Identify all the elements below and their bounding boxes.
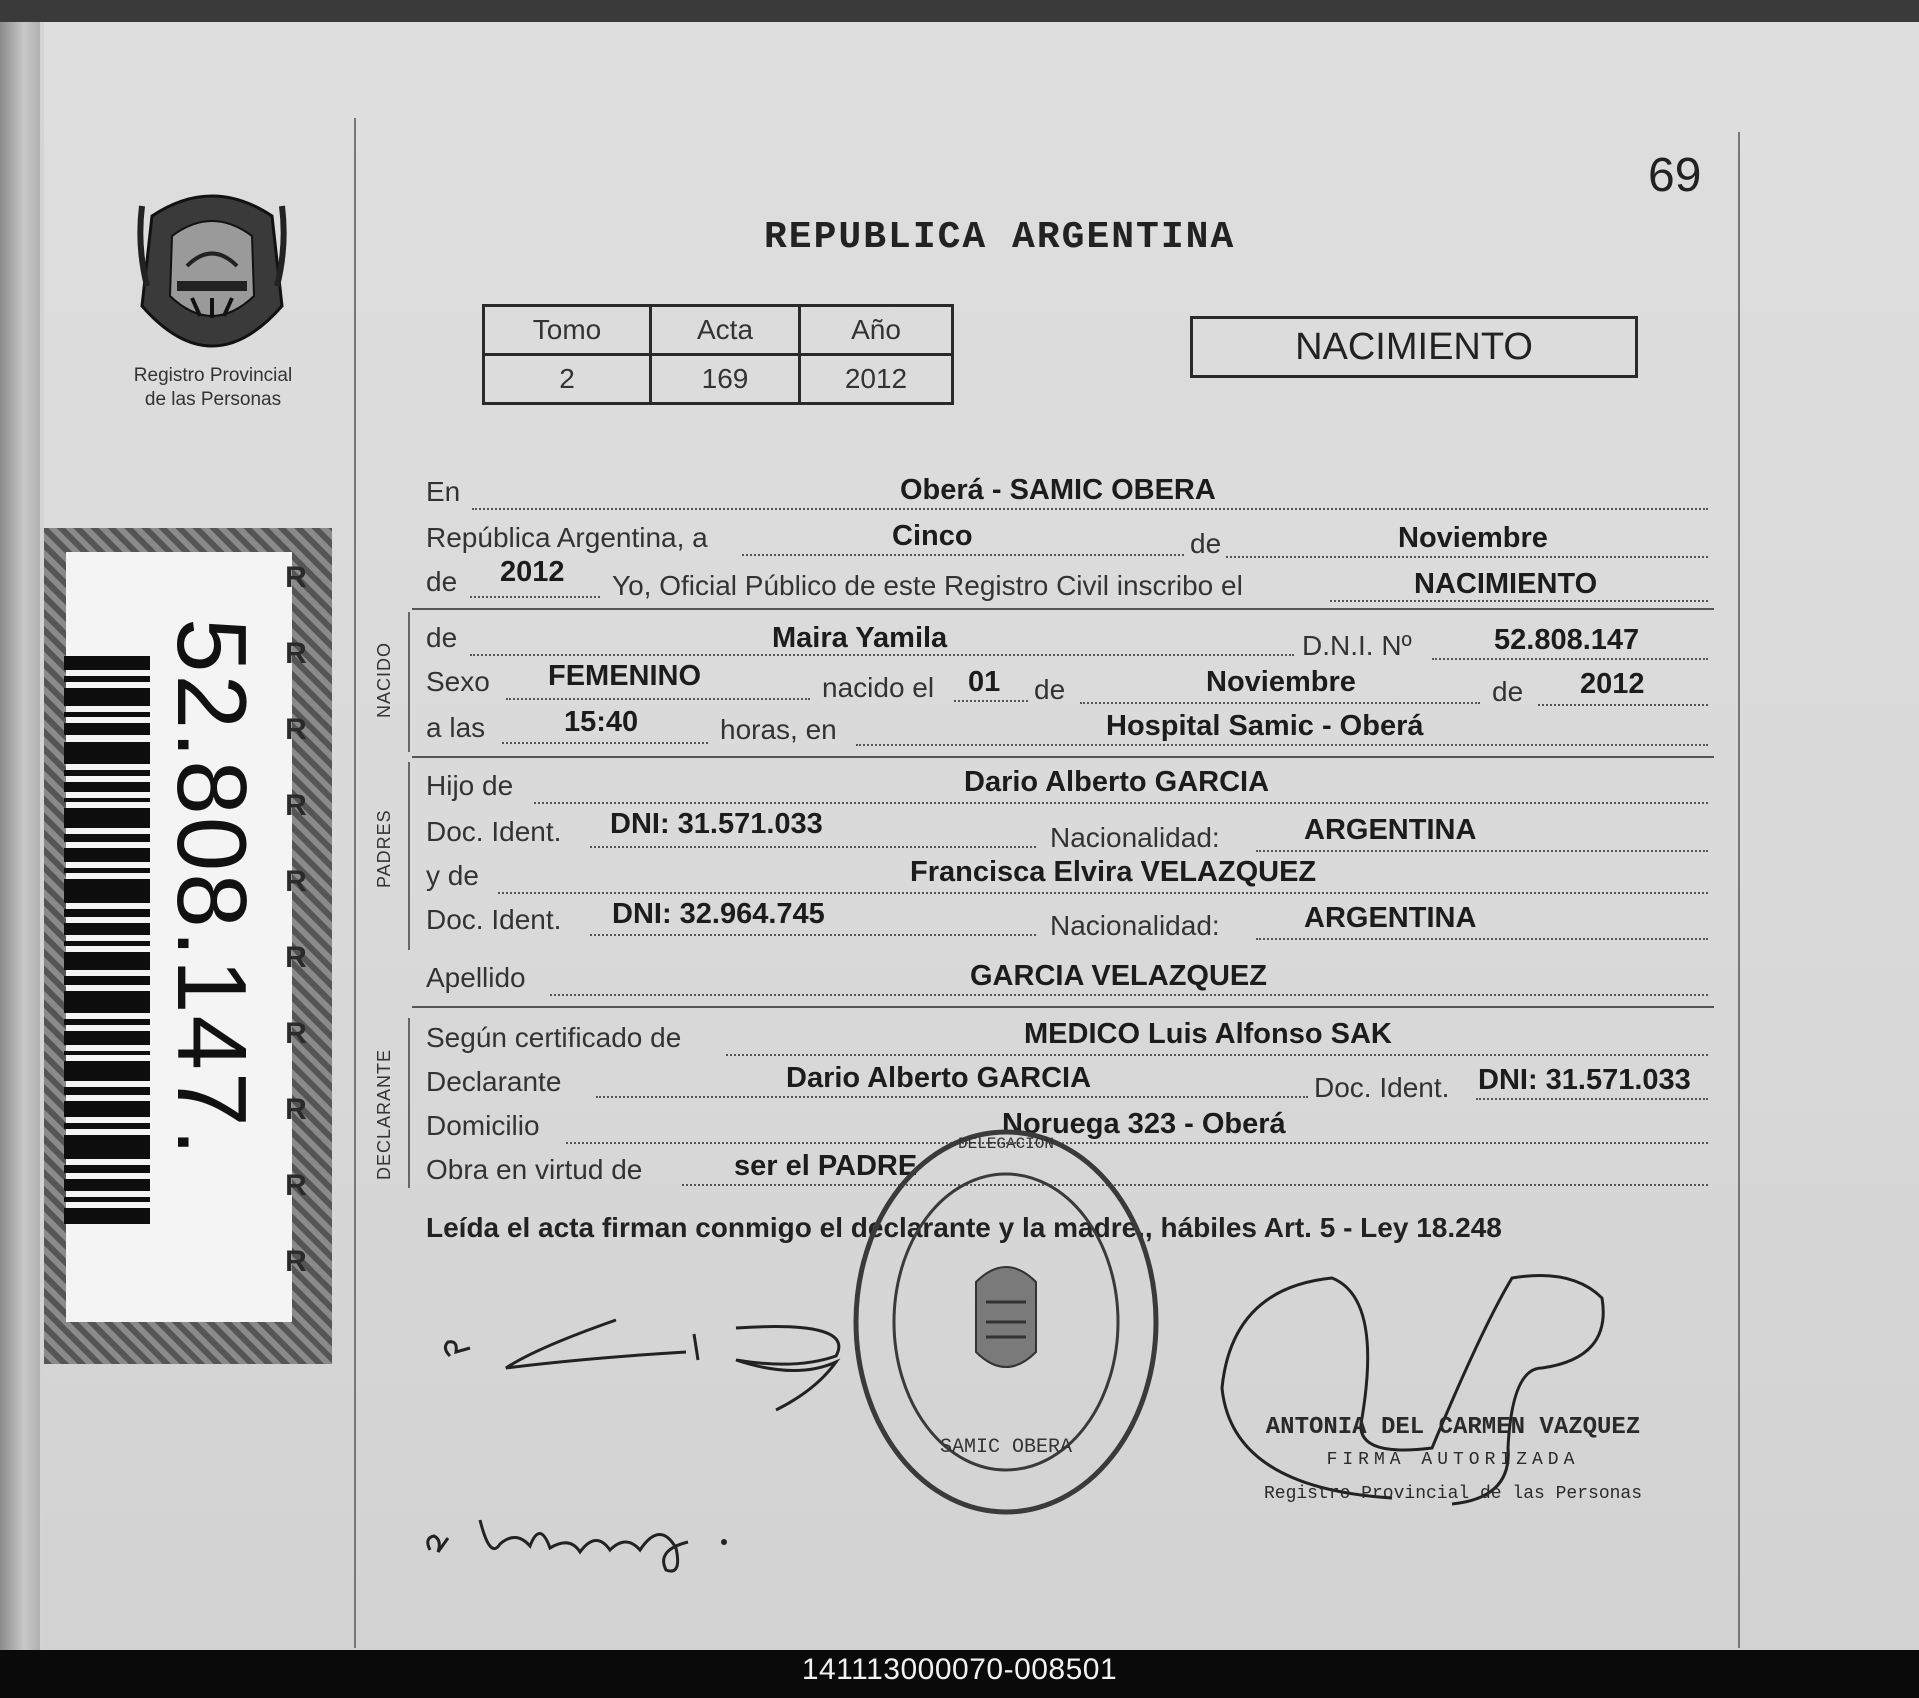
registry-value-tomo: 2 bbox=[484, 355, 651, 404]
adjacent-page-edge bbox=[0, 0, 40, 1650]
label-de: de bbox=[426, 566, 458, 597]
value-nac-anio: 2012 bbox=[1580, 668, 1645, 700]
sticker-letter: R bbox=[285, 865, 307, 898]
label-de: de bbox=[426, 622, 458, 653]
section-bracket bbox=[408, 762, 410, 950]
label-en: En bbox=[426, 476, 461, 507]
section-bracket bbox=[408, 1018, 410, 1188]
registry-table bbox=[482, 304, 954, 405]
margin-rule-left bbox=[354, 118, 356, 1648]
dotted-line bbox=[1256, 938, 1708, 940]
label-declarante: Declarante bbox=[426, 1066, 562, 1097]
registry-header-anio: Año bbox=[800, 306, 953, 355]
dotted-line bbox=[550, 994, 1708, 996]
page-number: 69 bbox=[1648, 149, 1702, 202]
document-code: 141113000070-008501 bbox=[801, 1653, 1118, 1686]
dotted-line bbox=[742, 554, 1184, 556]
closing-statement: Leída el acta firman conmigo el declarante y la madre., hábiles Art. 5 - Ley 18.248 bbox=[426, 1212, 1502, 1243]
label-hijo-de: Hijo de bbox=[426, 770, 514, 801]
dotted-line bbox=[470, 654, 1294, 656]
value-domicilio: Noruega 323 - Oberá bbox=[1002, 1108, 1286, 1140]
dotted-line bbox=[590, 846, 1036, 848]
label-de: de bbox=[1034, 674, 1066, 705]
value-mes-texto: Noviembre bbox=[1398, 522, 1548, 554]
dotted-line bbox=[590, 934, 1036, 936]
authority-signature-icon bbox=[1212, 1258, 1672, 1508]
dotted-line bbox=[1538, 704, 1708, 706]
sticker-letter: R bbox=[285, 637, 307, 670]
document-title: REPUBLICA ARGENTINA bbox=[764, 216, 1236, 259]
barcode-icon bbox=[64, 656, 150, 1224]
value-padre-doc: DNI: 31.571.033 bbox=[610, 808, 823, 840]
value-hora: 15:40 bbox=[564, 706, 639, 738]
registry-value-anio: 2012 bbox=[800, 355, 953, 404]
value-padre-nac: ARGENTINA bbox=[1304, 814, 1477, 846]
section-bracket bbox=[408, 612, 410, 752]
dotted-line bbox=[1080, 702, 1480, 704]
label-y-de: y de bbox=[426, 860, 479, 891]
value-madre-doc: DNI: 32.964.745 bbox=[612, 898, 825, 930]
dotted-line bbox=[470, 596, 600, 598]
value-certificado: MEDICO Luis Alfonso SAK bbox=[1024, 1018, 1392, 1050]
value-acto: NACIMIENTO bbox=[1414, 568, 1598, 600]
scan-top-border bbox=[0, 0, 1919, 22]
label-nacionalidad: Nacionalidad: bbox=[1050, 910, 1220, 941]
label-sexo: Sexo bbox=[426, 666, 490, 697]
value-madre-nac: ARGENTINA bbox=[1304, 902, 1477, 934]
barcode-number: 52.808.147. bbox=[157, 618, 267, 1158]
sticker-letter: R bbox=[285, 789, 307, 822]
label-dni: D.N.I. Nº bbox=[1302, 630, 1412, 661]
org-line-1: Registro Provincial bbox=[133, 365, 293, 386]
label-doc-ident: Doc. Ident. bbox=[426, 904, 562, 935]
section-divider bbox=[412, 1006, 1714, 1008]
dotted-line bbox=[1226, 556, 1708, 558]
dotted-line bbox=[472, 508, 1708, 510]
sticker-letter: R bbox=[285, 1093, 307, 1126]
value-lugar: Oberá - SAMIC OBERA bbox=[900, 474, 1216, 506]
value-nac-dia: 01 bbox=[968, 666, 1001, 698]
dotted-line bbox=[498, 892, 1708, 894]
stamp-text: SAMIC OBERA bbox=[939, 1436, 1073, 1459]
dotted-line bbox=[1256, 850, 1708, 852]
label-nacido-el: nacido el bbox=[822, 672, 935, 703]
section-label-nacido: NACIDO bbox=[374, 641, 394, 718]
sticker-letter: R bbox=[285, 561, 307, 594]
label-domicilio: Domicilio bbox=[426, 1110, 540, 1141]
value-lugar-nac: Hospital Samic - Oberá bbox=[1106, 710, 1424, 742]
act-type-box: NACIMIENTO bbox=[1190, 316, 1638, 378]
declarant-signature-icon bbox=[436, 1300, 856, 1440]
authority-role: FIRMA AUTORIZADA bbox=[1326, 1450, 1580, 1470]
value-virtud: ser el PADRE bbox=[734, 1150, 918, 1182]
authority-office: Registro Provincial de las Personas bbox=[1263, 1484, 1643, 1504]
dotted-line bbox=[502, 742, 708, 744]
dotted-line bbox=[954, 700, 1028, 702]
margin-rule-right bbox=[1738, 132, 1740, 1648]
sticker-letter: R bbox=[285, 1245, 307, 1278]
value-anio: 2012 bbox=[500, 556, 565, 588]
label-apellido: Apellido bbox=[426, 962, 526, 993]
registry-header-tomo: Tomo bbox=[484, 306, 651, 355]
value-nac-mes: Noviembre bbox=[1206, 666, 1356, 698]
value-sexo: FEMENINO bbox=[548, 660, 702, 692]
label-a-las: a las bbox=[426, 712, 486, 743]
sticker-letter: R bbox=[285, 713, 307, 746]
sticker-letter: R bbox=[285, 1017, 307, 1050]
sticker-letter: R bbox=[285, 1169, 307, 1202]
label-nacionalidad: Nacionalidad: bbox=[1050, 822, 1220, 853]
org-line-2: de las Personas bbox=[144, 389, 282, 410]
section-divider bbox=[412, 608, 1714, 610]
section-label-padres: PADRES bbox=[374, 809, 394, 888]
label-oficial: Yo, Oficial Público de este Registro Civil inscribo el bbox=[612, 570, 1243, 601]
dotted-line bbox=[506, 698, 810, 700]
label-republica: República Argentina, a bbox=[426, 522, 708, 553]
dotted-line bbox=[1330, 600, 1708, 602]
mother-signature-icon bbox=[420, 1490, 760, 1580]
label-obra: Obra en virtud de bbox=[426, 1154, 643, 1185]
dotted-line bbox=[596, 1096, 1308, 1098]
sticker-letter: R bbox=[285, 941, 307, 974]
section-label-declarante: DECLARANTE bbox=[374, 1048, 394, 1180]
label-de: de bbox=[1190, 528, 1222, 559]
label-segun: Según certificado de bbox=[426, 1022, 682, 1053]
value-declarante-doc: DNI: 31.571.033 bbox=[1478, 1064, 1691, 1096]
dotted-line bbox=[726, 1054, 1708, 1056]
value-nombre: Maira Yamila bbox=[772, 622, 948, 654]
dotted-line bbox=[1432, 658, 1708, 660]
section-divider bbox=[412, 756, 1714, 758]
value-dni: 52.808.147 bbox=[1494, 624, 1640, 656]
authority-name: ANTONIA DEL CARMEN VAZQUEZ bbox=[1265, 1414, 1641, 1441]
value-apellido: GARCIA VELAZQUEZ bbox=[970, 960, 1267, 992]
registry-organization bbox=[108, 364, 318, 412]
value-declarante: Dario Alberto GARCIA bbox=[786, 1062, 1092, 1094]
registry-header-acta: Acta bbox=[651, 306, 800, 355]
dotted-line bbox=[1476, 1098, 1708, 1100]
label-de: de bbox=[1492, 676, 1524, 707]
label-horas-en: horas, en bbox=[720, 714, 837, 745]
value-madre: Francisca Elvira VELAZQUEZ bbox=[910, 856, 1317, 888]
provincial-crest-icon bbox=[132, 186, 292, 366]
value-padre: Dario Alberto GARCIA bbox=[964, 766, 1270, 798]
sticker-security-letters bbox=[270, 540, 322, 1350]
label-doc-ident: Doc. Ident. bbox=[426, 816, 562, 847]
stamp-text: DELEGACION bbox=[957, 1135, 1055, 1153]
dotted-line bbox=[534, 802, 1708, 804]
registry-value-acta: 169 bbox=[651, 355, 800, 404]
label-doc-ident: Doc. Ident. bbox=[1314, 1072, 1450, 1103]
value-dia-texto: Cinco bbox=[892, 520, 973, 552]
official-stamp-icon bbox=[836, 1112, 1176, 1532]
dotted-line bbox=[856, 744, 1708, 746]
